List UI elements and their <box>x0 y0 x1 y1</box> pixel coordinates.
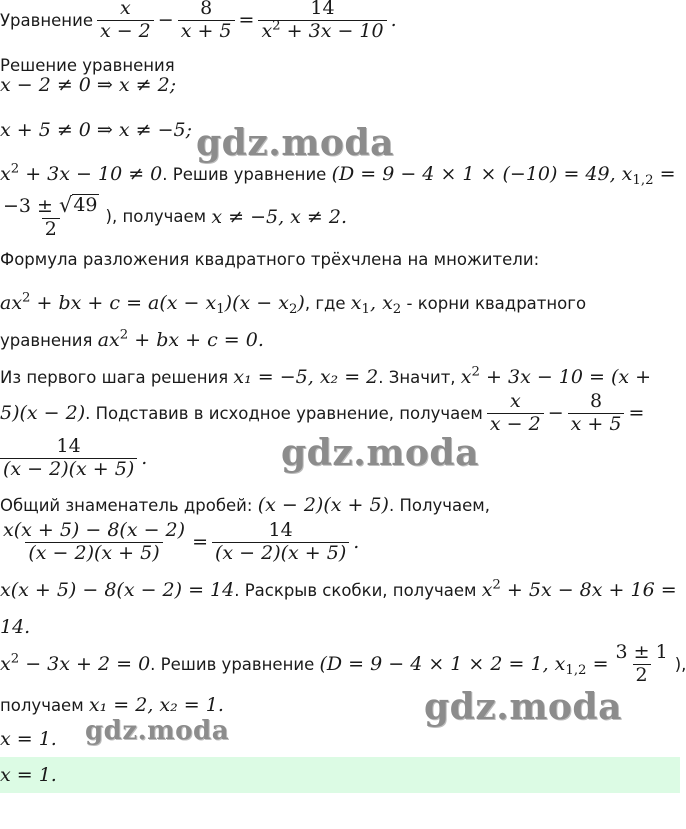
watermark-3: gdz.moda <box>424 686 622 728</box>
root-fraction: −3 ± √ 49 2 <box>3 193 98 240</box>
factor-formula-title: Формула разложения квадратного трёхчлена на множители: <box>0 250 540 269</box>
fraction-x-over-x-minus-2: $\frac{x}{x - 2}$ <box>97 0 154 43</box>
condition-3: $x^2 + 3x - 10 \ne 0$ . Решив уравнение (D = 9 − 4 × 1 × (−10) = 49, $x_{1,2}$ = <box>0 161 676 188</box>
x-equals-1: x = 1. <box>0 728 57 750</box>
substitution-result: $\frac{14}{(x - 2)(x + 5)}$ . <box>0 436 147 481</box>
first-step-line: Из первого шага решения x₁ = −5, x₂ = 2 . Значит, $x^2 + 3x - 10 = (x$ + <box>0 364 652 388</box>
watermark-1: gdz.moda <box>196 122 394 164</box>
answer-text: x = 1. <box>0 764 57 786</box>
substitution-line: 5)(x − 2) . Подставив в исходное уравнение, получаем $\frac{x}{x - 2}$ − $\frac{8}{x + 5}$ = <box>0 390 645 435</box>
combined-fraction-line: $\frac{x(x + 5) - 8(x - 2)}{(x - 2)(x + 5)}$ = $\frac{14}{(x - 2)(x + 5)}$ . <box>3 519 360 564</box>
solution-heading: Решение уравнения <box>0 56 175 75</box>
quadratic-line: $x^2 - 3x + 2 = 0$ . Решив уравнение (D = 9 − 4 × 1 × 2 = 1, $x_{1,2}$ = $\frac{3 \pm 1}{2}$ ), <box>0 641 686 686</box>
watermark-4: gdz.moda <box>85 716 230 746</box>
fourteen-line: 14. <box>0 616 31 638</box>
fraction-8-over-x-plus-5: $\frac{8}{x + 5}$ <box>178 0 235 43</box>
factor-formula: $ax^2$ + bx + $c = a(x - x_1)(x - x_2)$ , где $x_1$, $x_2$ - корни квадратного <box>0 290 587 317</box>
roots-line: получаем x₁ = 2, x₂ = 1. <box>0 694 224 716</box>
factor-formula-cont: уравнения $ax^2$ + bx + c = 0. <box>0 327 264 351</box>
common-denominator-line: Общий знаменатель дробей: (x − 2)(x + 5) . Получаем, <box>0 494 490 516</box>
condition-2: x + 5 ≠ 0 ⇒ x ≠ −5; <box>0 119 193 141</box>
fraction-14-over-quadratic: $\frac{14}{x^2 + 3x - 10}$ <box>258 0 386 43</box>
watermark-2: gdz.moda <box>281 432 479 474</box>
answer-box <box>0 757 680 793</box>
equation-label: Уравнение <box>0 10 93 30</box>
condition-1: x − 2 ≠ 0 ⇒ x ≠ 2; <box>0 74 177 96</box>
expand-line: x(x + 5) − 8(x − 2) = 14 . Раскрыв скобки, получаем $x^2 + 5x - 8x + 16$ = <box>0 577 677 601</box>
root-formula-line: −3 ± √ 49 2 ), получаем x ≠ −5, x ≠ 2. <box>0 193 347 241</box>
equation-statement: Уравнение $\frac{x}{x - 2}$ − $\frac{8}{x + 5}$ = $\frac{14}{x^2 + 3x - 10}$ . <box>0 0 397 42</box>
